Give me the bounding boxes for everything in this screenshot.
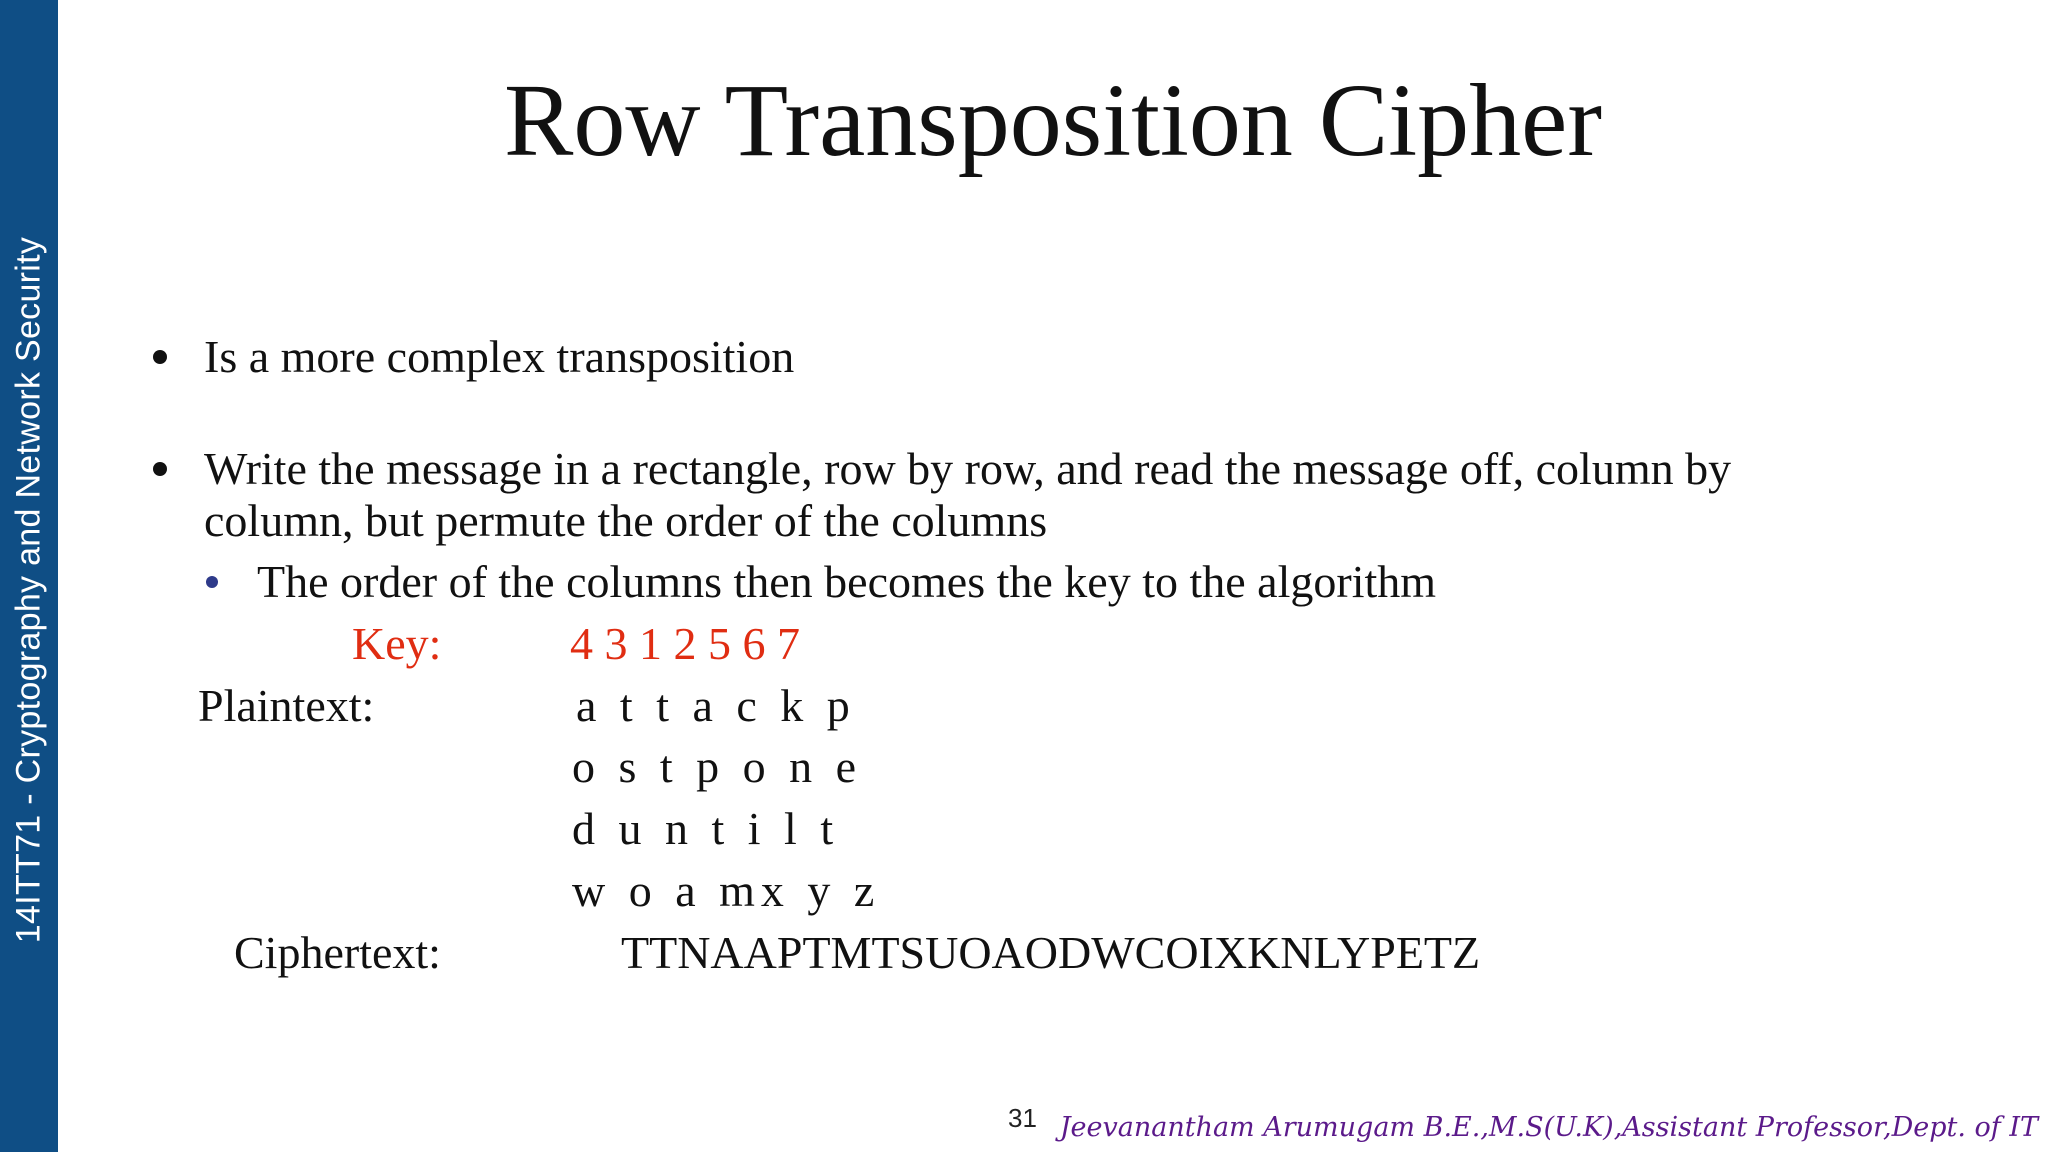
sidebar-band (0, 0, 58, 1152)
sub-bullet-icon (200, 556, 224, 608)
plaintext-row: o s t p o n e (572, 741, 863, 792)
key-value: 4 3 1 2 5 6 7 (570, 618, 800, 669)
bullet-icon (148, 443, 172, 495)
bullet-icon (148, 331, 172, 383)
author-credit: Jeevanantham Arumugam B.E.,M.S(U.K),Assistant Professor,Dept. of IT (1059, 1112, 2038, 1143)
ciphertext-label: Ciphertext: (234, 927, 441, 978)
plaintext-label: Plaintext: (198, 680, 375, 731)
plaintext-row: w o a mx y z (572, 865, 881, 916)
key-label: Key: (352, 618, 442, 669)
plaintext-row: d u n t i l t (572, 803, 840, 854)
course-label: 14ITT71 - Cryptography and Network Security (9, 236, 48, 944)
slide-title: Row Transposition Cipher (504, 63, 1602, 178)
sub-bullet-text: The order of the columns then becomes the key to the algorithm (257, 556, 1437, 607)
ciphertext-value: TTNAAPTMTSUOAODWCOIXKNLYPETZ (621, 927, 1481, 978)
bullet-2-line-1: Write the message in a rectangle, row by row, and read the message off, column by (204, 443, 1732, 494)
plaintext-row: a t t a c k p (576, 680, 856, 731)
bullet-2-line-2: column, but permute the order of the columns (204, 495, 1048, 546)
page-number: 31 (1008, 1103, 1037, 1133)
bullet-1-text: Is a more complex transposition (204, 331, 795, 382)
